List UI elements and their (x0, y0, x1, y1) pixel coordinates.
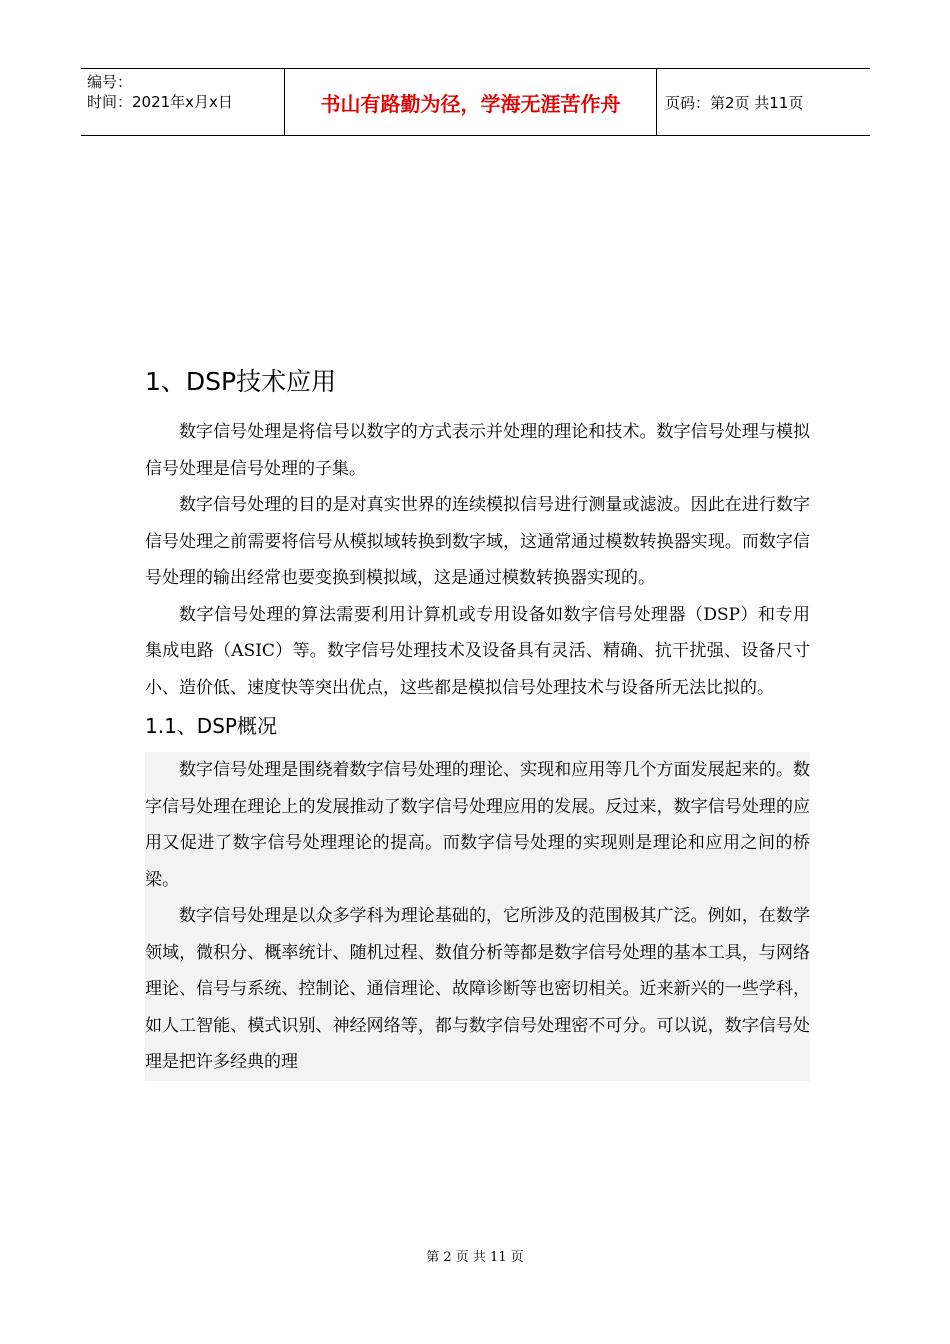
number-label: 编号： (87, 73, 133, 91)
paragraph: 数字信号处理是以众多学科为理论基础的，它所涉及的范围极其广泛。例如，在数学领域，微积分、概率统计、随机过程、数值分析等都是数字信号处理的基本工具，与网络理论、信号与系统、控制论、通信理论、故障诊断等也密切相关。近来新兴的一些学科，如人工智能、模式识别、神经网络等，都与数字信号处理密不可分。可以说，数字信号处理是把许多经典的理 (145, 906, 810, 1072)
time-label: 时间：2021年x月x日 (87, 93, 233, 111)
header-page-code: 页码：第2页 共11页 (665, 93, 804, 112)
paragraph: 数字信号处理是将信号以数字的方式表示并处理的理论和技术。数字信号处理与模拟信号处理是信号处理的子集。 (145, 422, 810, 479)
page-header (81, 68, 870, 136)
paragraph: 数字信号处理的算法需要利用计算机或专用设备如数字信号处理器（DSP）和专用集成电路（ASIC）等。数字信号处理技术及设备具有灵活、精确、抗干扰强、设备尺寸小、造价低、速度快等突出优点，这些都是模拟信号处理技术与设备所无法比拟的。 (145, 604, 810, 698)
header-meta (81, 69, 284, 135)
paragraph: 数字信号处理的目的是对真实世界的连续模拟信号进行测量或滤波。因此在进行数字信号处理之前需要将信号从模拟域转换到数字域，这通常通过模数转换器实现。而数字信号处理的输出经常也要变换到模拟域，这是通过模数转换器实现的。 (145, 495, 810, 588)
page-footer: 第 2 页 共 11 页 (426, 1250, 524, 1265)
document-body (145, 362, 810, 1081)
header-motto: 书山有路勤为径，学海无涯苦作舟 (284, 69, 657, 135)
section-title: 1、DSP技术应用 (145, 367, 337, 396)
paragraph: 数字信号处理是围绕着数字信号处理的理论、实现和应用等几个方面发展起来的。数字信号处理在理论上的发展推动了数字信号处理应用的发展。反过来，数字信号处理的应用又促进了数字信号处理理论的提高。而数字信号处理的实现则是理论和应用之间的桥梁。 (145, 760, 810, 890)
shaded-text-block (145, 752, 810, 1081)
subsection-title: 1.1、DSP概况 (145, 714, 277, 738)
